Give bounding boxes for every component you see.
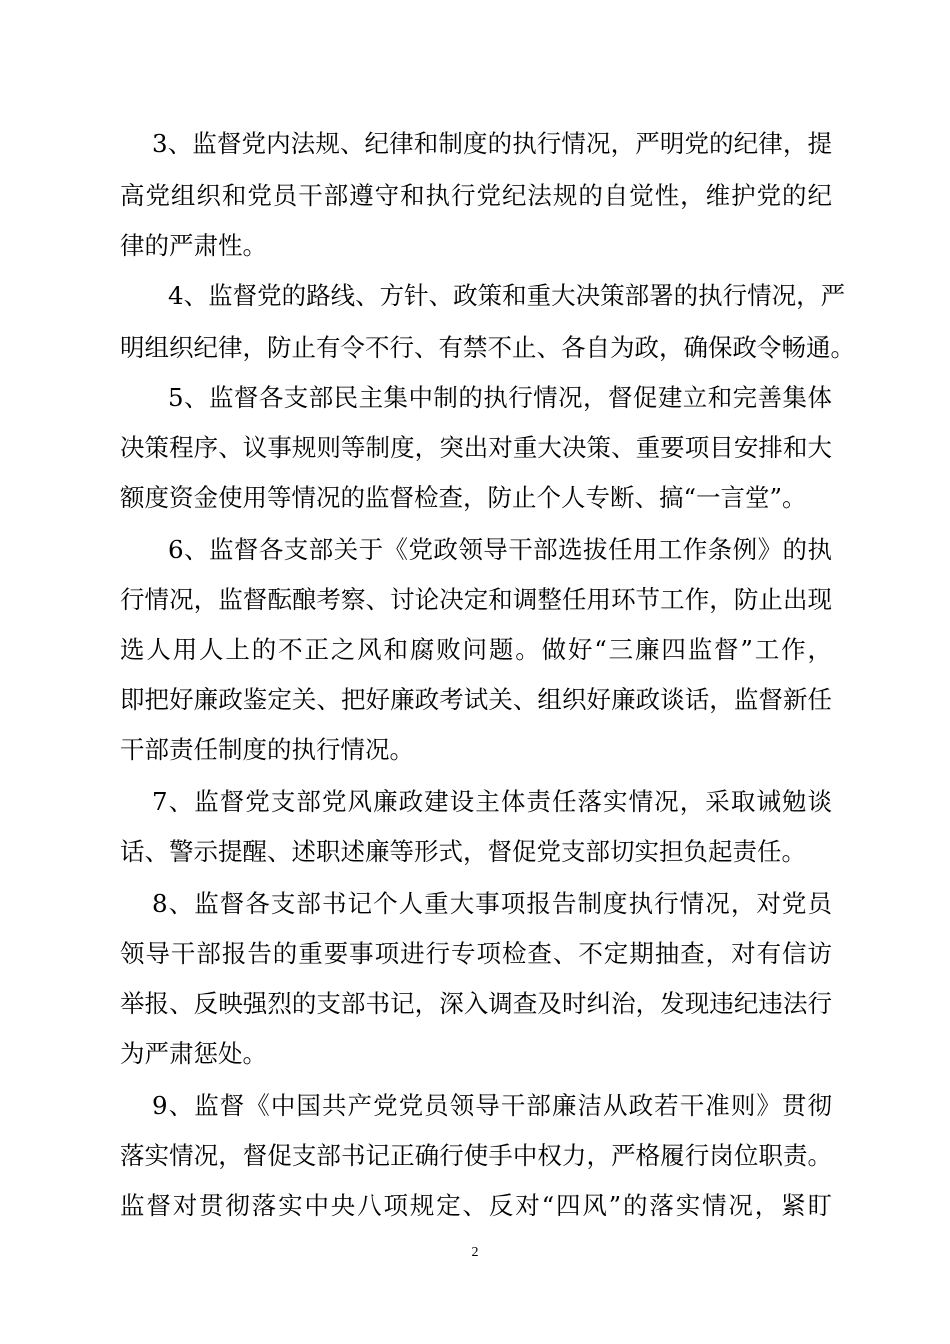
paragraph-line: 高党组织和党员干部遵守和执行党纪法规的自觉性，维护党的纪: [120, 181, 832, 210]
paragraph-line: 3、监督党内法规、纪律和制度的执行情况，严明党的纪律，提: [152, 129, 832, 158]
paragraph-line: 话、警示提醒、述职述廉等形式，督促党支部切实担负起责任。: [120, 837, 806, 866]
paragraph-line: 举报、反映强烈的支部书记，深入调查及时纠治，发现违纪违法行: [120, 989, 832, 1018]
paragraph-line: 即把好廉政鉴定关、把好廉政考试关、组织好廉政谈话，监督新任: [120, 685, 832, 714]
paragraph-line: 8、监督各支部书记个人重大事项报告制度执行情况，对党员: [152, 889, 832, 918]
paragraph-line: 为严肃惩处。: [120, 1039, 267, 1068]
paragraph-line: 选人用人上的不正之风和腐败问题。做好“三廉四监督”工作，: [120, 635, 832, 664]
paragraph-line: 额度资金使用等情况的监督检查，防止个人专断、搞“一言堂”。: [120, 483, 807, 512]
paragraph-line: 领导干部报告的重要事项进行专项检查、不定期抽查，对有信访: [120, 939, 832, 968]
paragraph-line: 4、监督党的路线、方针、政策和重大决策部署的执行情况，严: [168, 281, 846, 310]
paragraph-line: 律的严肃性。: [120, 231, 267, 260]
paragraph-line: 落实情况，督促支部书记正确行使手中权力，严格履行岗位职责。: [120, 1141, 832, 1170]
paragraph-line: 监督对贯彻落实中央八项规定、反对“四风”的落实情况，紧盯: [120, 1191, 832, 1220]
paragraph-line: 干部责任制度的执行情况。: [120, 735, 414, 764]
page-number: 2: [471, 1245, 479, 1260]
paragraph-line: 7、监督党支部党风廉政建设主体责任落实情况，采取诫勉谈: [152, 787, 832, 816]
paragraph-line: 决策程序、议事规则等制度，突出对重大决策、重要项目安排和大: [120, 433, 832, 462]
paragraph-line: 9、监督《中国共产党党员领导干部廉洁从政若干准则》贯彻: [152, 1091, 832, 1120]
paragraph-line: 明组织纪律，防止有令不行、有禁不止、各自为政，确保政令畅通。: [120, 333, 855, 362]
paragraph-line: 6、监督各支部关于《党政领导干部选拔任用工作条例》的执: [168, 535, 832, 564]
paragraph-line: 5、监督各支部民主集中制的执行情况，督促建立和完善集体: [168, 383, 832, 412]
paragraph-line: 行情况，监督酝酿考察、讨论决定和调整任用环节工作，防止出现: [120, 585, 832, 614]
